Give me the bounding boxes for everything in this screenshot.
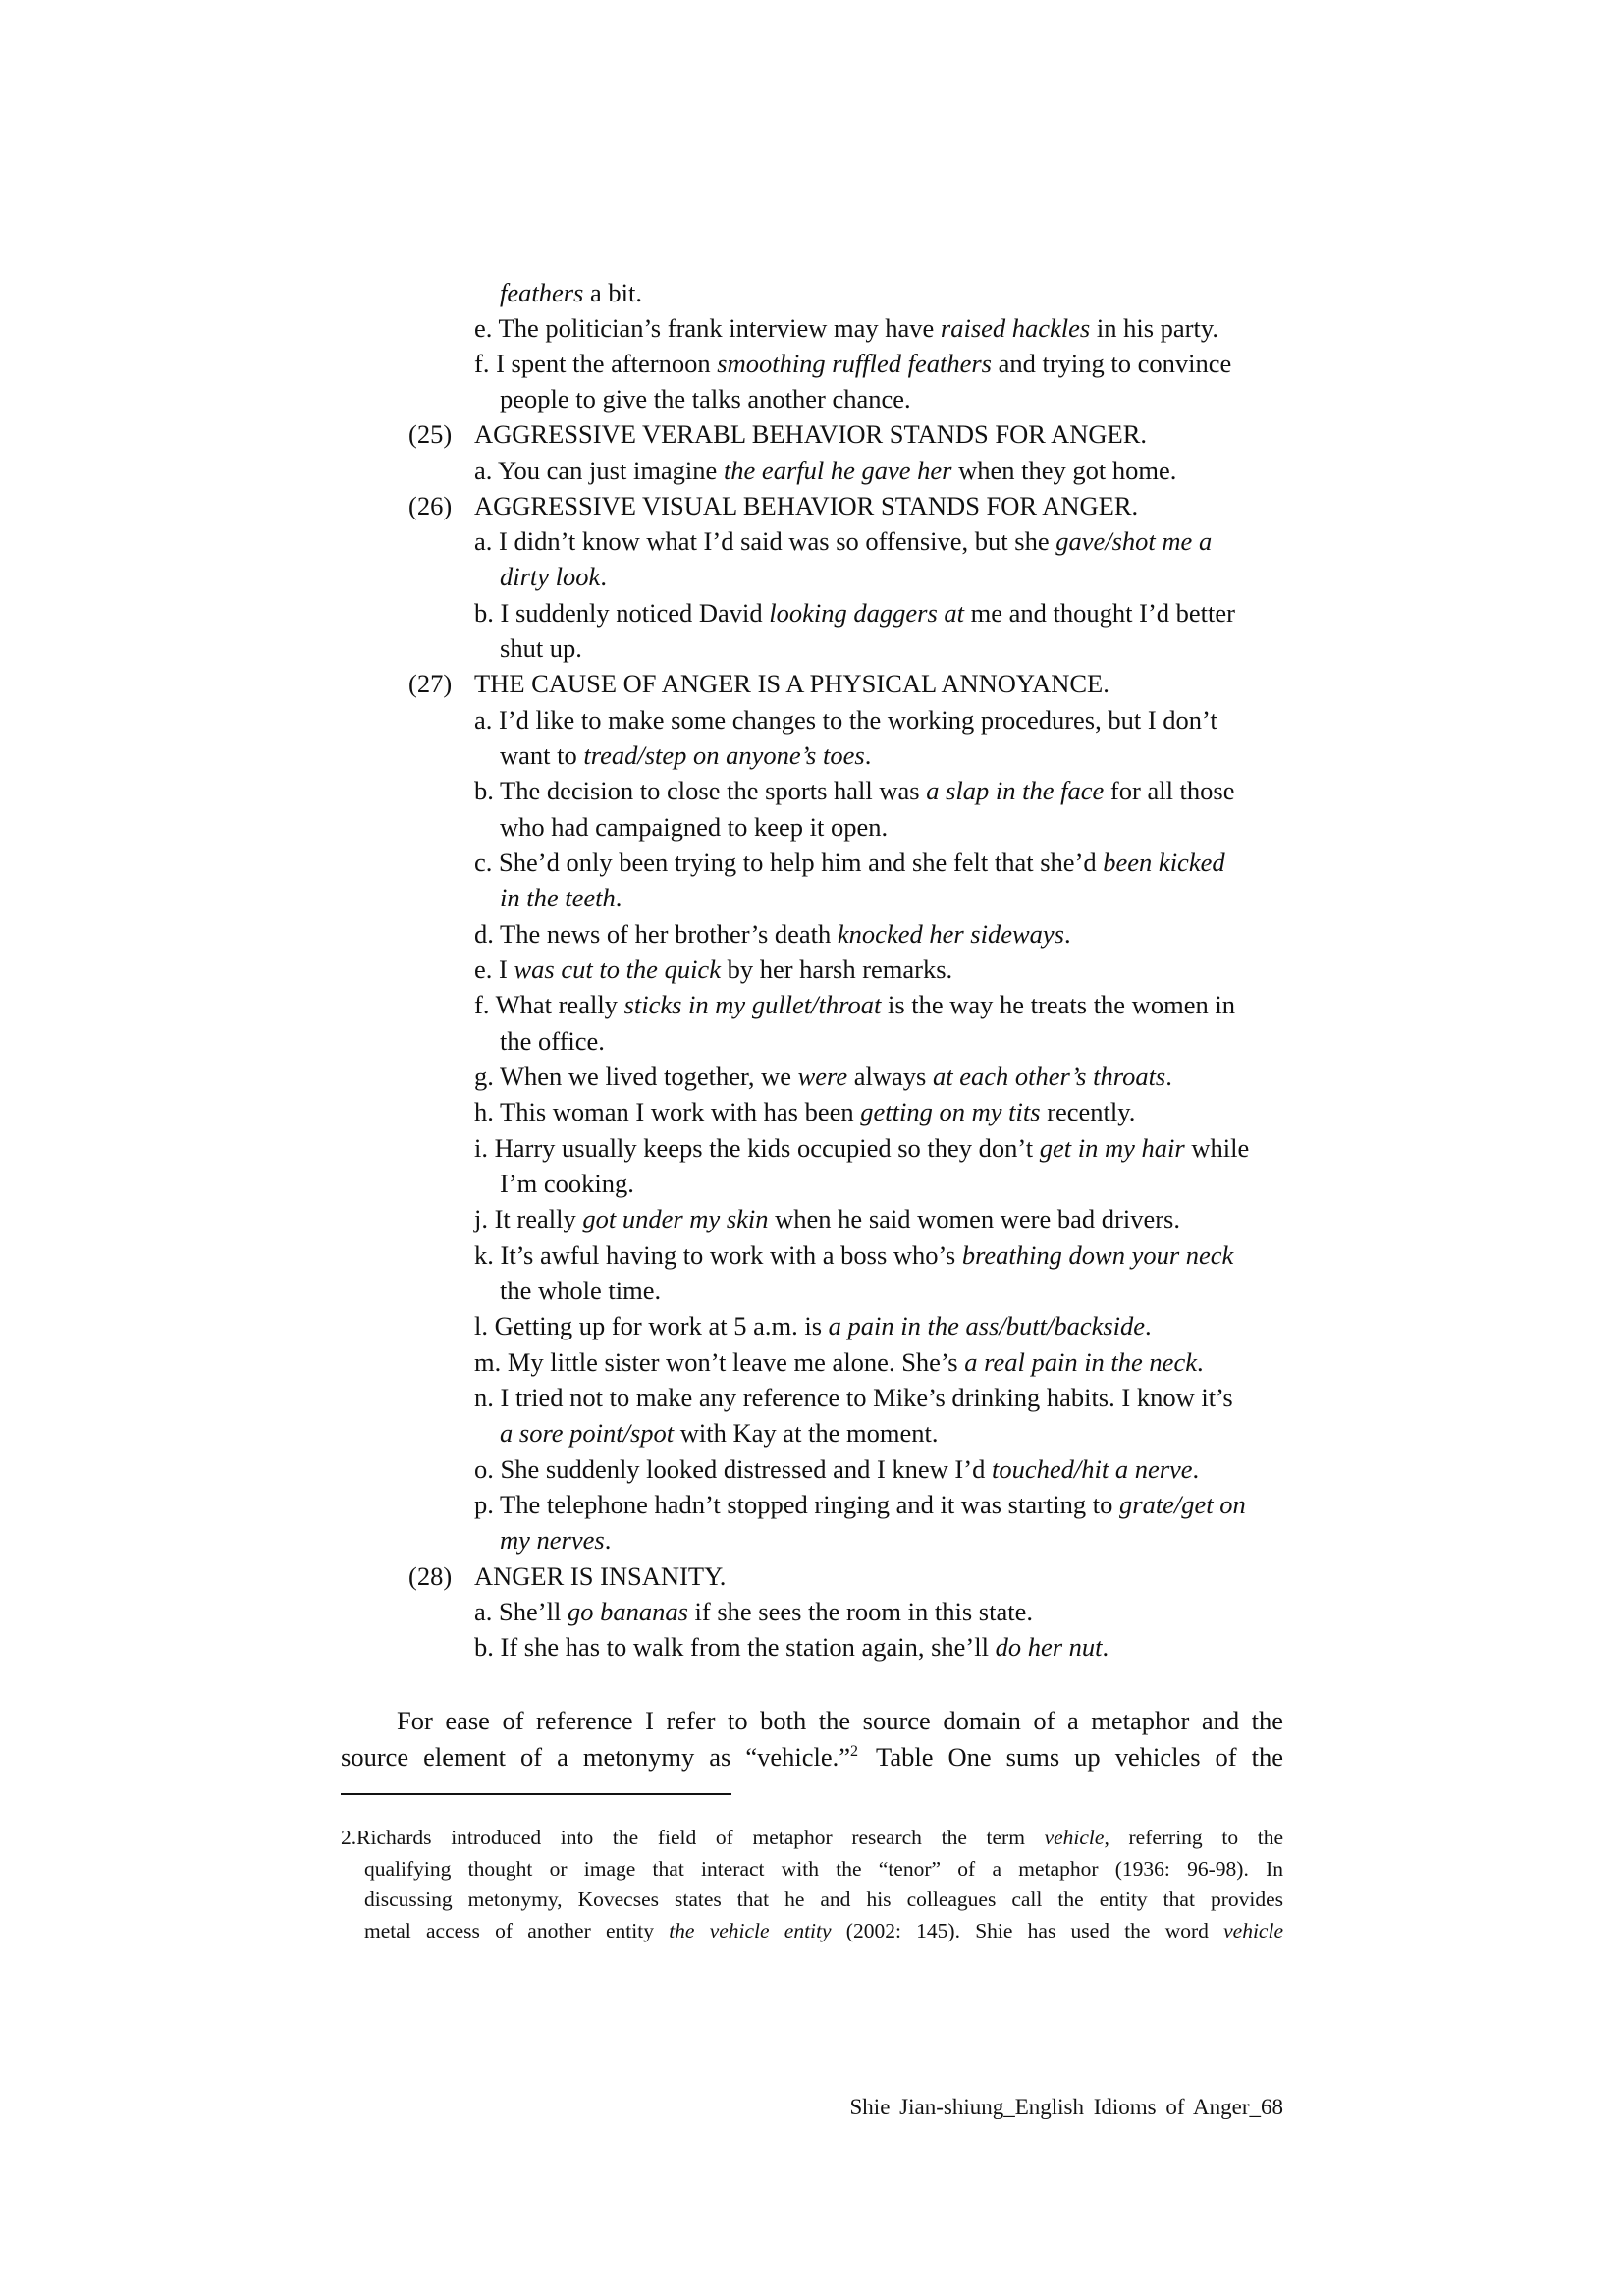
example-line: d. The news of her brother’s death knocked her sideways.	[474, 919, 1071, 949]
example-line: a. I’d like to make some changes to the working procedures, but I don’t	[474, 705, 1217, 735]
example-heading: AGGRESSIVE VISUAL BEHAVIOR STANDS FOR ANGER.	[474, 491, 1139, 520]
example-line: dirty look.	[500, 562, 607, 591]
example-line: feathers a bit.	[500, 278, 642, 307]
footnote-line: discussing metonymy, Kovecses states that he and his colleagues call the entity that provides	[364, 1887, 1283, 1911]
example-line: who had campaigned to keep it open.	[500, 812, 889, 842]
example-line: a sore point/spot with Kay at the moment.	[500, 1418, 939, 1448]
example-number: (28)	[408, 1561, 453, 1591]
example-line: the office.	[500, 1026, 605, 1056]
example-line: n. I tried not to make any reference to Mike’s drinking habits. I know it’s	[474, 1383, 1233, 1412]
footnote-line: qualifying thought or image that interact with the “tenor” of a metaphor (1936: 96-98). In	[364, 1856, 1283, 1881]
body-paragraph	[341, 1703, 1283, 1776]
example-number: (27)	[408, 669, 453, 698]
example-line: b. If she has to walk from the station again, she’ll do her nut.	[474, 1632, 1109, 1662]
example-line: the whole time.	[500, 1276, 662, 1305]
example-heading: AGGRESSIVE VERABL BEHAVIOR STANDS FOR ANGER.	[474, 419, 1148, 449]
example-line: h. This woman I work with has been getting on my tits recently.	[474, 1097, 1136, 1126]
example-line: my nerves.	[500, 1525, 612, 1555]
example-line: k. It’s awful having to work with a boss who’s breathing down your neck	[474, 1240, 1234, 1270]
paragraph-line: For ease of reference I refer to both the source domain of a metaphor and the	[397, 1706, 1283, 1735]
example-line: p. The telephone hadn’t stopped ringing and it was starting to grate/get on	[474, 1490, 1246, 1519]
example-line: shut up.	[500, 633, 582, 663]
example-line: o. She suddenly looked distressed and I knew I’d touched/hit a nerve.	[474, 1454, 1200, 1484]
example-line: c. She’d only been trying to help him and she felt that she’d been kicked	[474, 847, 1225, 877]
example-line: b. The decision to close the sports hall was a slap in the face for all those	[474, 776, 1235, 805]
footnote	[341, 1823, 1283, 1946]
example-line: a. I didn’t know what I’d said was so offensive, but she gave/shot me a	[474, 526, 1213, 556]
example-line: g. When we lived together, we were always at each other’s throats.	[474, 1062, 1172, 1091]
example-line: f. What really sticks in my gullet/throat is the way he treats the women in	[474, 990, 1235, 1019]
example-number: (26)	[408, 491, 453, 520]
example-line: f. I spent the afternoon smoothing ruffled feathers and trying to convince	[474, 349, 1232, 378]
example-line: l. Getting up for work at 5 a.m. is a pain in the ass/butt/backside.	[474, 1311, 1152, 1340]
example-heading: ANGER IS INSANITY.	[474, 1561, 727, 1591]
example-line: want to tread/step on anyone’s toes.	[500, 740, 872, 770]
footnote-line: 2.Richards introduced into the field of metaphor research the term vehicle, referring to the	[341, 1826, 1283, 1849]
example-line: m. My little sister won’t leave me alone. She’s a real pain in the neck.	[474, 1347, 1204, 1377]
footnote-marker[interactable]: 2	[850, 1743, 859, 1761]
footnote-line: metal access of another entity the vehicle entity (2002: 145). Shie has used the word vehicle	[364, 1918, 1283, 1942]
page-footer: Shie Jian-shiung_English Idioms of Anger_68	[849, 2095, 1283, 2119]
example-line: people to give the talks another chance.	[500, 384, 911, 413]
paragraph-line: source element of a metonymy as “vehicle.”$^2$ Table One sums up vehicles of the	[341, 1742, 1283, 1772]
example-line: j. It really got under my skin when he said women were bad drivers.	[474, 1204, 1180, 1233]
example-line: a. You can just imagine the earful he gave her when they got home.	[474, 456, 1177, 485]
example-line: i. Harry usually keeps the kids occupied so they don’t get in my hair while	[474, 1133, 1250, 1163]
example-line: e. The politician’s frank interview may have raised hackles in his party.	[474, 313, 1219, 343]
example-line: a. She’ll go bananas if she sees the room in this state.	[474, 1597, 1033, 1626]
example-line: I’m cooking.	[500, 1169, 634, 1198]
example-line: b. I suddenly noticed David looking daggers at me and thought I’d better	[474, 598, 1235, 628]
example-line: e. I was cut to the quick by her harsh remarks.	[474, 955, 953, 984]
example-line: in the teeth.	[500, 883, 622, 912]
footnote-rule	[341, 1793, 731, 1795]
example-number: (25)	[408, 419, 453, 449]
example-heading: THE CAUSE OF ANGER IS A PHYSICAL ANNOYANCE.	[474, 669, 1109, 698]
